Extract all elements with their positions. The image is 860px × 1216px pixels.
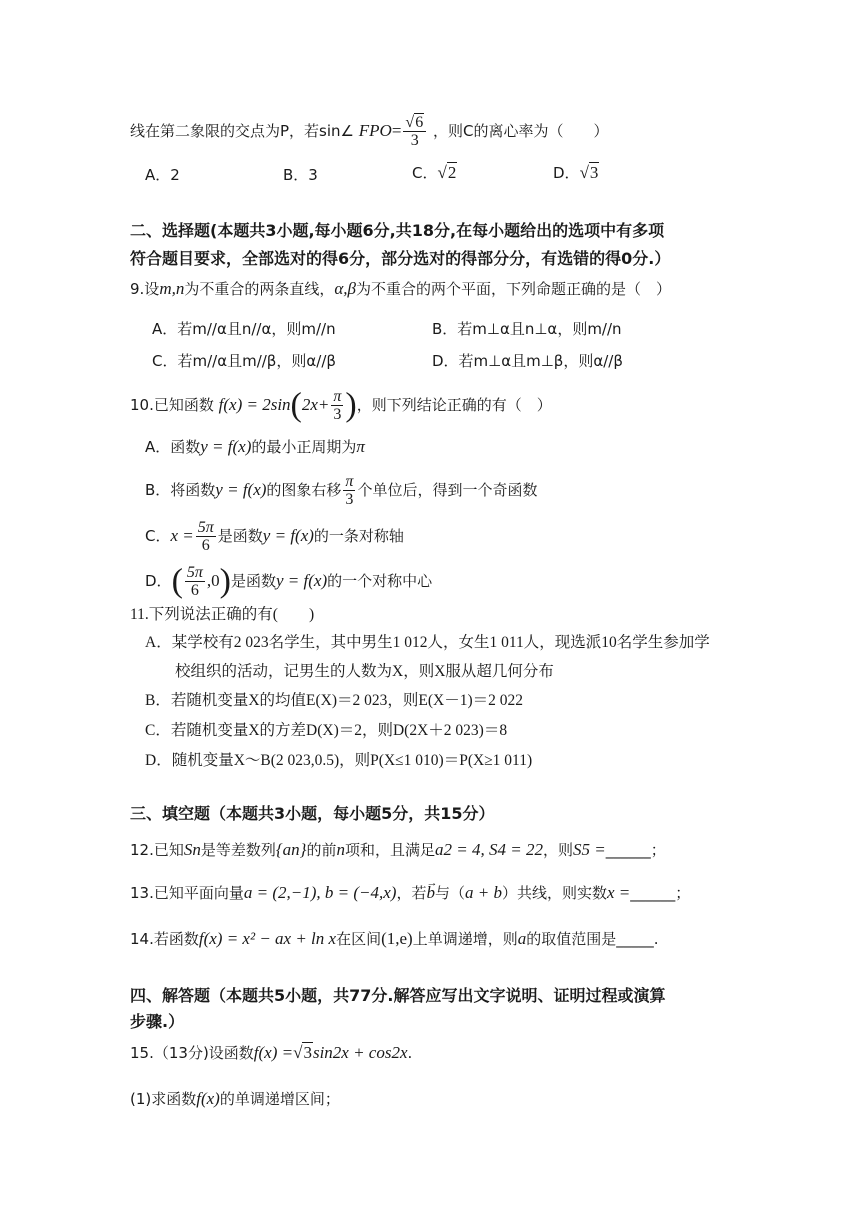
q10-d-tail: 的一个对称中心 — [327, 572, 433, 590]
section2-heading-line1: 二、选择题(本题共3小题,每小题6分,共18分,在每小题给出的选项中有多项 — [130, 221, 665, 240]
q9-option-b: B．若m⊥α且n⊥α，则m//n — [432, 320, 622, 338]
q9-tail: 为不重合的两个平面，下列命题正确的是（ ） — [356, 280, 672, 298]
q12-mid3: 项和，且满足 — [345, 841, 436, 859]
q14-tail2: 的取值范围是 — [526, 930, 617, 948]
q12-answer-blank: ______ — [605, 841, 651, 859]
q8-option-b: B．3 — [283, 166, 318, 184]
q15-sub1-tail: 的单调递增区间； — [219, 1090, 340, 1108]
q13-mid: ，若 — [396, 884, 427, 902]
q15-sqrt: √3 — [293, 1043, 312, 1062]
q11-stem: 11.下列说法正确的有( ) — [130, 606, 315, 623]
q14-fx: f(x) = x² − ax + ln x — [198, 929, 337, 948]
section4-heading-line1: 四、解答题（本题共5小题，共77分.解答应写出文字说明、证明过程或演算 — [130, 986, 666, 1005]
q10-d-six: 6 — [190, 582, 199, 599]
q10-b-pi: π — [345, 473, 354, 490]
q13-vectors: a = (2,−1), b = (−4,x) — [243, 883, 397, 902]
q8-option-c-label: C． — [412, 164, 438, 182]
q8-stem-b: ，则C的离心率为（ ） — [432, 122, 609, 140]
q13-end: ； — [675, 884, 691, 902]
q12-head: 12.已知 — [130, 841, 184, 859]
q10-c-fraction — [196, 519, 216, 554]
q14-a: a — [517, 929, 527, 948]
q10-d-fraction — [185, 564, 205, 599]
q12-stem — [130, 839, 666, 861]
q13-sum: a + b — [464, 883, 502, 902]
q9-mn: m,n — [159, 279, 185, 298]
q8-option-c-value: √2 — [437, 163, 457, 182]
q10-c-tail: 的一条对称轴 — [313, 527, 404, 545]
q9-option-a: A．若m//α且n//α，则m//n — [152, 320, 336, 338]
q13-x: x = — [606, 883, 631, 902]
q13-answer-blank: ______ — [630, 884, 676, 902]
q8-den: 3 — [410, 132, 419, 149]
q8-fraction: $\frac{√6}{3}$ — [403, 114, 426, 149]
q10-b-three: 3 — [345, 491, 354, 508]
q11-option-a-line2: 校组织的活动，记男生的人数为X，则X服从超几何分布 — [175, 663, 554, 680]
q12-end: ； — [650, 841, 666, 859]
q10-a-fx: y = f(x) — [200, 437, 252, 456]
q10-d-zero: ,0 — [206, 571, 220, 590]
q10-b-fx: y = f(x) — [215, 480, 267, 499]
q14-answer-blank: _____ — [616, 930, 654, 948]
q14-head: 14.若函数 — [130, 930, 199, 948]
q10-option-c — [145, 516, 404, 556]
q13-tail: ）共线，则实数 — [501, 884, 607, 902]
q8-stem: 线在第二象限的交点为P，若sin∠ FPO= $\frac{√6}{3}$ ，则C的离心率为（ ） — [130, 114, 609, 149]
q8-expr: FPO — [358, 121, 392, 140]
q8-option-d — [553, 162, 599, 184]
q13-head: 13.已知平面向量 — [130, 884, 244, 902]
q13-stem — [130, 882, 690, 904]
q15-expr: sin2x + cos2x — [312, 1043, 408, 1062]
q12-sn: Sn — [183, 840, 201, 859]
q8-option-c-rad: 2 — [447, 163, 457, 182]
q12-mid: 是等差数列 — [200, 841, 276, 859]
q15-stem — [130, 1042, 412, 1064]
q10-option-d: D．( $\frac{5\pi}{6}$ ,0)是函数y = f(x)的一个对称中心 — [145, 562, 433, 600]
q10-d-5pi: 5π — [186, 564, 203, 581]
q8-stem-a: 线在第二象限的交点为P，若sin∠ — [130, 122, 354, 140]
q10-pi: π — [333, 388, 342, 405]
q12-s5: S5 = — [572, 840, 606, 859]
q10-b-fraction — [343, 473, 355, 508]
q10-b-mid: 的图象右移 — [266, 481, 342, 499]
q9-ab: α,β — [334, 279, 356, 298]
q8-option-d-label: D． — [553, 164, 580, 182]
q9-option-c: C．若m//α且m//β，则α//β — [152, 352, 336, 370]
q8-option-d-value: √3 — [579, 163, 599, 182]
q12-cond: a2 = 4, S4 = 22 — [435, 840, 543, 859]
q10-head: 10.已知函数 — [130, 396, 214, 414]
q15-sub1 — [130, 1088, 340, 1110]
q10-c-5pi: 5π — [197, 519, 214, 536]
q14-end: . — [653, 930, 659, 948]
q10-c-fx: y = f(x) — [262, 526, 314, 545]
q10-arg: 2x+ — [301, 395, 330, 414]
q10-c-pre: C． — [145, 527, 171, 545]
q10-three: 3 — [333, 406, 342, 423]
q11-option-b: B．若随机变量X的均值E(X)＝2 023，则E(X－1)＝2 022 — [145, 692, 524, 709]
q10-a-pre: A．函数 — [145, 438, 201, 456]
q15-sqrt3: 3 — [303, 1043, 312, 1062]
q12-mid2: 的前 — [306, 841, 337, 859]
q10-d-pre: D． — [145, 572, 172, 590]
q12-n: n — [336, 840, 345, 859]
section4-heading-line2: 步骤.） — [130, 1012, 185, 1031]
q14-interval: (1,e) — [381, 929, 413, 948]
q8-option-d-rad: 3 — [589, 163, 599, 182]
section3-heading: 三、填空题（本题共3小题，每小题5分，共15分） — [130, 804, 495, 823]
q10-stem: 10.已知函数 f(x) = 2sin(2x+ $\frac{\pi}{3}$ )，则下列结论正确的有（ ） — [130, 386, 552, 424]
q10-d-fx: y = f(x) — [276, 571, 328, 590]
q10-c-mid: 是函数 — [217, 527, 263, 545]
q10-fx: f(x) = 2sin — [218, 395, 291, 414]
q15-head: 15.（13分)设函数 — [130, 1044, 254, 1062]
q10-c-six: 6 — [201, 537, 210, 554]
q12-tail: ，则 — [542, 841, 573, 859]
q12-an: {an} — [275, 840, 307, 859]
q15-fx: f(x) = — [253, 1043, 294, 1062]
q14-tail: 上单调递增，则 — [412, 930, 518, 948]
q10-option-b — [145, 470, 537, 510]
q10-tail: ，则下列结论正确的有（ ） — [356, 396, 552, 414]
q9-option-d: D．若m⊥α且m⊥β，则α//β — [432, 352, 623, 370]
q13-vec-b: → b — [426, 882, 435, 904]
q10-d-mid: 是函数 — [230, 572, 276, 590]
q10-a-tail: 的最小正周期为 — [251, 438, 357, 456]
q10-b-pre: B．将函数 — [145, 481, 216, 499]
q8-option-a: A．2 — [145, 166, 180, 184]
q11-option-d: D．随机变量X～B(2 023,0.5)，则P(X≤1 010)＝P(X≥1 011) — [145, 752, 533, 769]
q15-sub1-fx: f(x) — [196, 1089, 220, 1108]
q15-sub1-pre: (1)求函数 — [130, 1090, 197, 1108]
q10-c-x: x = — [170, 526, 194, 545]
q9-mid: 为不重合的两条直线， — [184, 280, 335, 298]
section2-heading-line2: 符合题目要求，全部选对的得6分，部分选对的得部分分，有选错的得0分.） — [130, 249, 671, 268]
q14-stem — [130, 928, 659, 950]
q11-option-c: C．若随机变量X的方差D(X)＝2，则D(2X＋2 023)＝8 — [145, 722, 508, 739]
q13-mid2: 与（ — [434, 884, 465, 902]
q9-num: 9.设 — [130, 280, 160, 298]
q14-mid: 在区间 — [336, 930, 382, 948]
q10-fraction — [331, 388, 343, 423]
q15-end: . — [407, 1044, 413, 1062]
q11-option-a-line1: A．某学校有2 023名学生，其中男生1 012人，女生1 011人，现选派10名学生参加学 — [145, 634, 710, 651]
q10-b-tail: 个单位后，得到一个奇函数 — [357, 481, 538, 499]
q9-stem — [130, 278, 671, 300]
q8-sqrt6: 6 — [415, 114, 424, 131]
q10-a-pi: π — [356, 437, 365, 456]
q8-option-c — [412, 162, 457, 184]
q10-option-a — [145, 436, 365, 458]
